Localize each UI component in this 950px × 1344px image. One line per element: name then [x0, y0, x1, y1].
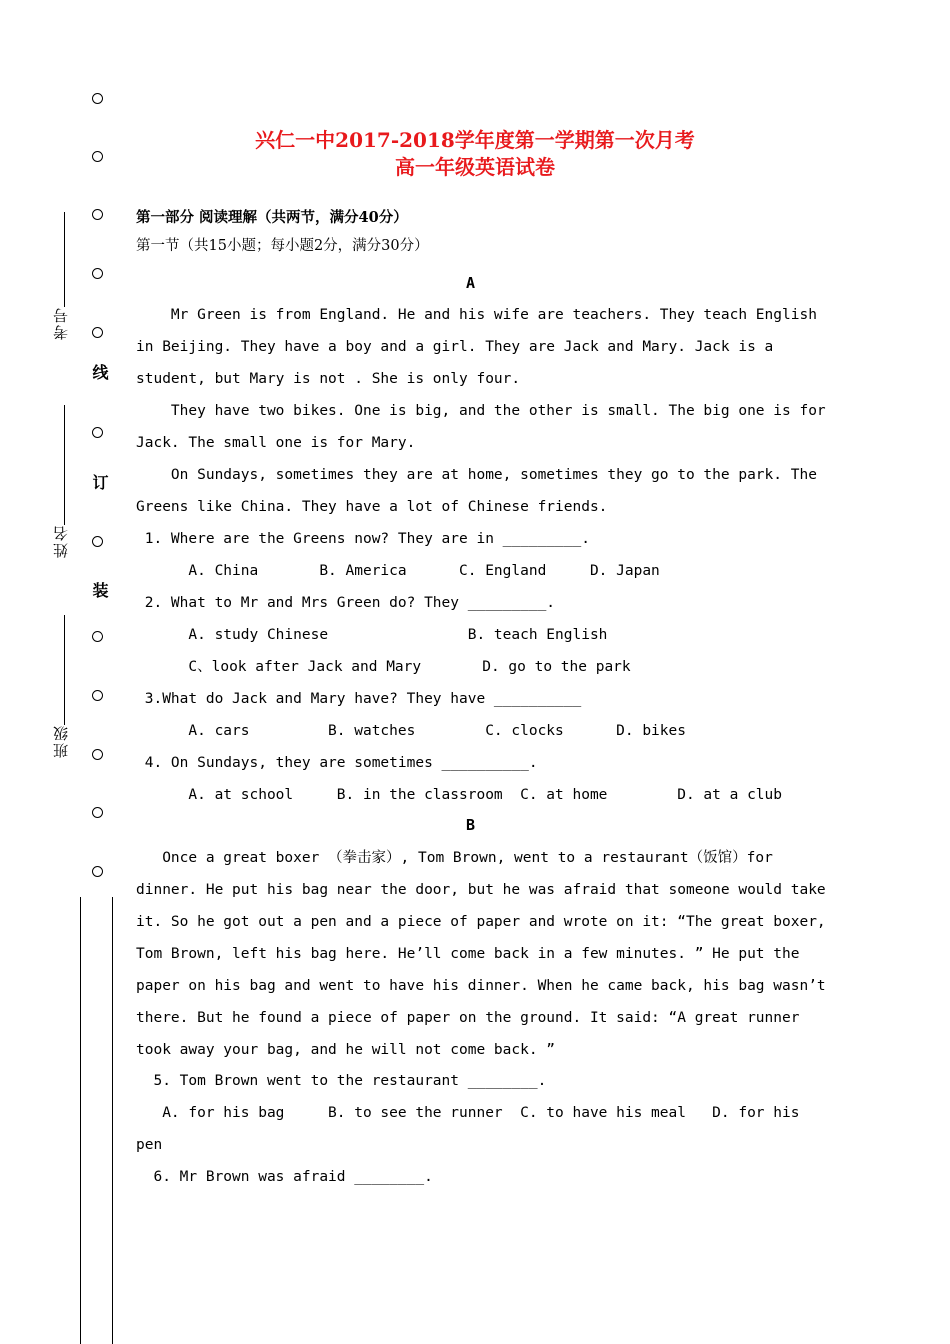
passage-line: Mr Green is from England. He and his wife are teachers. They teach English	[136, 307, 817, 323]
binding-hole	[92, 631, 103, 642]
name-line	[64, 405, 65, 525]
binding-hole	[92, 93, 103, 104]
question-line: 5. Tom Brown went to the restaurant ________.	[136, 1073, 547, 1089]
class-line	[64, 615, 65, 725]
passage-line: On Sundays, sometimes they are at home, sometimes they go to the park. The	[136, 467, 817, 483]
binding-char-line: 线	[90, 364, 109, 380]
question-line: 3.What do Jack and Mary have? They have __________	[136, 691, 582, 707]
binding-hole	[92, 427, 103, 438]
name-label: 姓名	[52, 524, 70, 558]
question-line: 1. Where are the Greens now? They are in _________.	[136, 531, 590, 547]
margin-line-outer	[80, 897, 81, 1344]
passage-line: took away your bag, and he will not come back. ”	[136, 1042, 556, 1058]
class-label: 班级	[52, 724, 70, 758]
options-line: pen	[136, 1137, 163, 1153]
passage-line: Greens like China. They have a lot of Chinese friends.	[136, 499, 608, 515]
passage-b-letter: B	[466, 816, 476, 834]
binding-hole	[92, 690, 103, 701]
exam-title: 兴仁一中2017-2018学年度第一学期第一次月考	[255, 128, 695, 152]
binding-hole	[92, 209, 103, 220]
binding-hole	[92, 151, 103, 162]
exam-subtitle: 高一年级英语试卷	[395, 155, 555, 179]
binding-hole	[92, 327, 103, 338]
options-line: A. China B. America C. England D. Japan	[136, 563, 660, 579]
passage-line: it. So he got out a pen and a piece of paper and wrote on it: “The great boxer,	[136, 914, 826, 930]
section-heading: 第一节（共15小题；每小题2分，满分30分）	[136, 238, 429, 254]
question-line: 4. On Sundays, they are sometimes __________.	[136, 755, 538, 771]
passage-line: paper on his bag and went to have his dinner. When he came back, his bag wasn’t	[136, 978, 826, 994]
exam-number-label: 考号	[52, 306, 70, 340]
passage-line: Jack. The small one is for Mary.	[136, 435, 416, 451]
question-line: 2. What to Mr and Mrs Green do? They _________.	[136, 595, 556, 611]
options-line: A. cars B. watches C. clocks D. bikes	[136, 723, 686, 739]
question-line: 6. Mr Brown was afraid ________.	[136, 1169, 433, 1185]
passage-a-letter: A	[466, 274, 476, 292]
options-line: C、look after Jack and Mary D. go to the park	[136, 659, 631, 675]
binding-hole	[92, 749, 103, 760]
passage-line: Tom Brown, left his bag here. He’ll come back in a few minutes. ” He put the	[136, 946, 800, 962]
passage-line: They have two bikes. One is big, and the other is small. The big one is for	[136, 403, 826, 419]
passage-line: Once a great boxer （拳击家）, Tom Brown, went to a restaurant（饭馆）for	[136, 850, 773, 866]
binding-hole	[92, 807, 103, 818]
passage-line: in Beijing. They have a boy and a girl. They are Jack and Mary. Jack is a	[136, 339, 774, 355]
margin-line-inner	[112, 897, 113, 1344]
passage-line: there. But he found a piece of paper on the ground. It said: “A great runner	[136, 1010, 800, 1026]
passage-line: student, but Mary is not . She is only four.	[136, 371, 521, 387]
binding-hole	[92, 536, 103, 547]
binding-char-seal: 订	[90, 474, 109, 490]
options-line: A. for his bag B. to see the runner C. to have his meal D. for his	[136, 1105, 800, 1121]
options-line: A. at school B. in the classroom C. at home D. at a club	[136, 787, 783, 803]
binding-char-bind: 装	[90, 582, 109, 598]
passage-line: dinner. He put his bag near the door, but he was afraid that someone would take	[136, 882, 826, 898]
options-line: A. study Chinese B. teach English	[136, 627, 608, 643]
part-heading: 第一部分 阅读理解（共两节，满分40分）	[136, 209, 408, 226]
exam-number-line	[64, 212, 65, 307]
binding-hole	[92, 866, 103, 877]
binding-hole	[92, 268, 103, 279]
